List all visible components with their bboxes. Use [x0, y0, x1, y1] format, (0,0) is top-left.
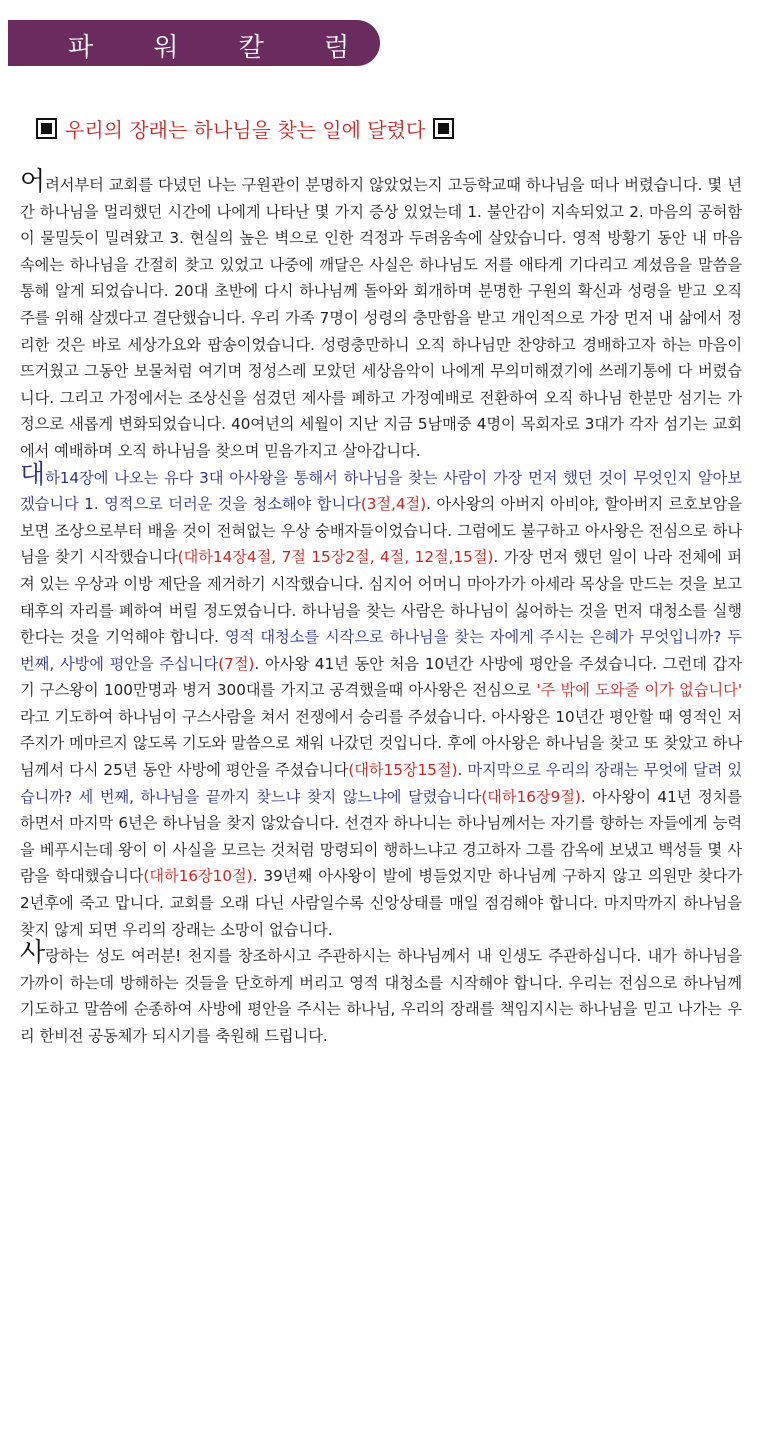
column-header-title: 파 워 칼 럼	[68, 33, 376, 63]
emphasis-text: 마지막으로 우리의 장래는 무엇에 달려 있습니까? 세 번째, 하나님을 끝까지 찾느냐 찾지 않느냐에 달렸습니다	[20, 761, 742, 806]
emphasis-text: 영적 대청소를 시작으로 하나님을 찾는 자에게 주시는 은혜가 무엇입니까? 두 번째, 사방에 평안을 주십니다	[20, 628, 742, 673]
scripture-reference: (대하16장10절)	[143, 867, 253, 886]
scripture-reference: (7절)	[218, 654, 255, 673]
paragraph-2	[20, 459, 743, 944]
article-title: 우리의 장래는 하나님을 찾는 일에 달렸다	[65, 117, 426, 142]
paragraph-text: . 가장 먼저 했던 일이 나라 전체에 퍼져 있는 우상과 이방 제단을 제거하기 시작했습니다. 심지어 어머니 마아가가 아세라 목상을 만드는 것을 보고 태후의 자리를 폐하여 버릴 정도였습니다. 하나님을 찾는 사람은 하나님이 싫어하는 것을 먼저 대청소를 실행한다는 것을 기억해야 합니다.	[20, 548, 742, 647]
paragraph-1	[20, 167, 742, 465]
paragraph-text: . 아사왕이 41년 정치를 하면서 마지막 6년은 하나님을 찾지 않았습니다. 선견자 하나니는 하나님께서는 자기를 향하는 자들에게 능력을 베푸시는데 왕이 이 사실을 모르는 것처럼 망령되이 행하느냐고 경고하자 그를 감옥에 보냈고 백성들 몇 사람을 학대했습니다	[20, 787, 742, 886]
paragraph-text: .	[457, 761, 468, 780]
scripture-reference: (대하14장4절, 7절 15장2절, 4절, 12절,15절)	[177, 548, 494, 567]
paragraph-text: 려서부터 교회를 다녔던 나는 구원관이 분명하지 않았었는지 고등학교때 하나님을 떠나 버렸습니다. 몇 년간 하나님을 멀리했던 시간에 나에게 나타난 몇 가지 증상 있었는데 1. 불안감이 지속되었고 2. 마음의 공허함이 물밀듯이 밀려왔고 3. 현실의 높은 벽으로 인한 걱정과 두려움속에 살았습니다. 영적 방황기 동안 내 마음속에는 하나님을 간절히 찾고 있었고 나중에 깨달은 사실은 하나님도 저를 애타게 기다리고 계셨음을 말씀을 통해 알게 되었습니다. 20대 초반에 다시 하나님께 돌아와 회개하며 분명한 구원의 확신과 성령을 받고 오직 주를 위해 살겠다고 결단했습니다. 우리 가족 7명이 성령의 충만함을 받고 개인적으로 가장 먼저 내 삶에서 정리한 것은 바로 세상가요와 팝송이었습니다. 성령충만하니 오직 하나님만 찬양하고 경배하고자 하는 마음이 뜨거웠고 그동안 보물처럼 여기며 정성스레 모았던 세상음악이 나에게 무의미해졌기에 쓰레기통에 다 버렸습니다. 그리고 가정에서는 조상신을 섬겼던 제사를 폐하고 가정예배로 전환하여 오직 하나님 한분만 섬기는 가정으로 새롭게 변화되었습니다. 40여년의 세월이 지난 지금 5남매중 4명이 목회자로 3대가 각자 섬기는 교회에서 예배하며 오직 하나님을 찾으며 믿음가지고 살아갑니다.	[20, 176, 742, 460]
drop-cap: 어	[20, 167, 46, 197]
article-title-row	[36, 112, 736, 144]
drop-cap: 사	[20, 938, 46, 969]
square-bullet-icon	[36, 118, 57, 139]
scripture-reference: (3절,4절)	[360, 495, 427, 514]
scripture-reference: (대하15장15절)	[348, 761, 458, 780]
paragraph-text: 랑하는 성도 여러분! 천지를 창조하시고 주관하시는 하나님께서 내 인생도 주관하십니다. 내가 하나님을 가까이 하는데 방해하는 것들을 단호하게 버리고 영적 대청소를 시작해야 합니다. 우리는 전심으로 하나님께 기도하고 말씀에 순종하여 사방에 평안을 주시는 하나님, 우리의 장래를 책임지시는 하나님을 믿고 나가는 우리 한비전 공동체가 되시기를 축원해 드립니다.	[20, 947, 742, 1045]
square-bullet-icon	[433, 118, 454, 139]
paragraph-text: 라고 기도하여 하나님이 구스사람을 쳐서 전쟁에서 승리를 주셨습니다. 아사왕은 10년간 평안할 때 영적인 저주지가 메마르지 않도록 기도와 말씀으로 채워 나갔던 것입니다. 후에 아사왕은 하나님을 찾고 또 찾았고 하나님께서 다시 25년 동안 사방에 평안을 주셨습니다	[20, 707, 742, 780]
scripture-reference: (대하16장9절)	[481, 787, 581, 806]
paragraph-text: . 아사왕 41년 동안 처음 10년간 사방에 평안을 주셨습니다. 그런데 갑자기 구스왕이 100만명과 병거 300대를 가지고 공격했을때 아사왕은 전심으로	[20, 654, 742, 700]
paragraph-text: . 아사왕의 아버지 아비야, 할아버지 르호보암을 보면 조상으로부터 배울 것이 전혀없는 우상 숭배자들이었습니다. 그럼에도 불구하고 아사왕은 전심으로 하나님을 찾기 시작했습니다	[20, 495, 742, 567]
paragraph-3	[20, 938, 742, 1049]
drop-cap: 대	[20, 459, 46, 490]
article-body	[20, 167, 743, 1050]
prayer-quote: '주 밖에 도와줄 이가 없습니다'	[536, 681, 743, 700]
paragraph-text: . 39년째 아사왕이 발에 병들었지만 하나님께 구하지 않고 의원만 찾다가 2년후에 죽고 맙니다. 교회를 오래 다닌 사람일수록 신앙상태를 매일 점검해야 합니다. 마지막까지 하나님을 찾지 않게 되면 우리의 장래는 소망이 없습니다.	[20, 867, 742, 939]
emphasis-text: 하14장에 나오는 유다 3대 아사왕을 통해서 하나님을 찾는 사람이 가장 먼저 했던 것이 무엇인지 알아보겠습니다 1. 영적으로 더러운 것을 청소해야 합니다	[20, 468, 742, 514]
column-header-banner	[8, 20, 380, 66]
